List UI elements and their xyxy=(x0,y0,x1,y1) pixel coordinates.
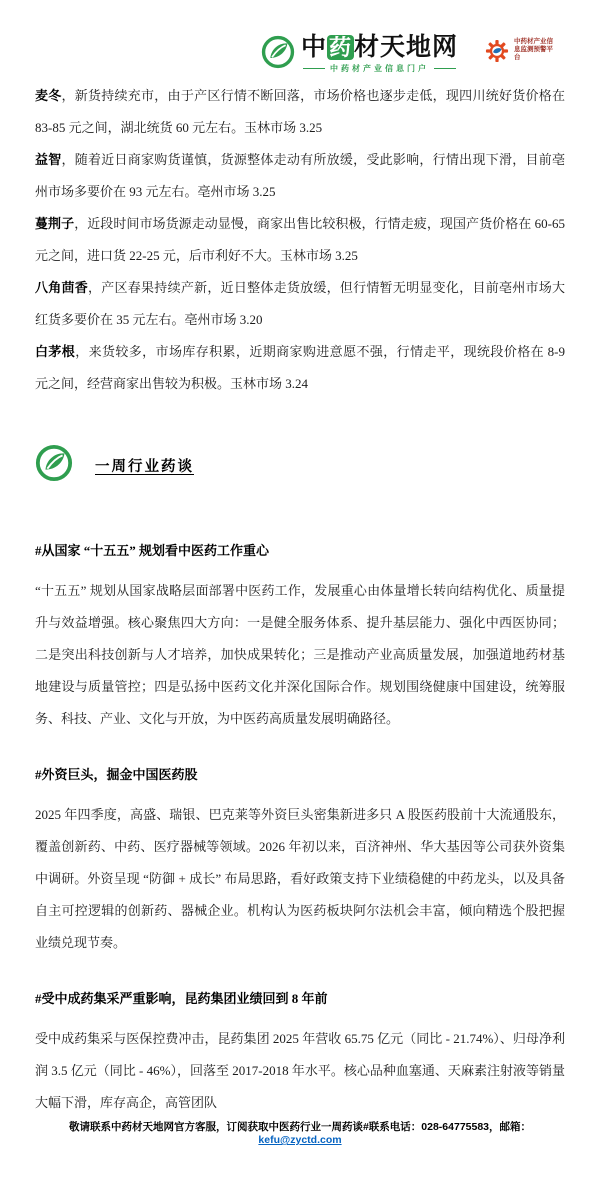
market-item-yizhi xyxy=(35,144,565,208)
article-heading: #外资巨头，掘金中国医药股 xyxy=(35,767,198,782)
herb-text: ，近段时间市场货源走动显慢，商家出售比较积极，行情走疲，现国产货价格在 60-65 元之间，进口货 22-25 元，后市利好不大。玉林市场 3.25 xyxy=(35,216,565,263)
leaf-circle-icon xyxy=(35,444,73,487)
article-body: 2025 年四季度，高盛、瑞银、巴克莱等外资巨头密集新进多只 A 股医药股前十大流通股东，覆盖创新药、中药、医疗器械等领域。2026 年初以来，百济神州、华大基因等公司获外资集中调研。外资呈现 “防御 + 成长” 布局思路，看好政策支持下业绩稳健的中药龙头，以及具备自主可控逻辑的创新药、器械企业。机构认为医药板块阿尔法机会丰富，倾向精选个股把握业绩兑现节奏。 xyxy=(35,807,565,950)
email-link[interactable]: kefu@zyctd.com xyxy=(258,1134,342,1146)
platform-logo-text: 中药材产业信 息监测预警平 台 xyxy=(514,38,553,61)
market-item-maidong xyxy=(35,80,565,144)
section-title: 一周行业药谈 xyxy=(95,459,194,475)
market-report xyxy=(35,80,565,400)
article-body: 受中成药集采与医保控费冲击，昆药集团 2025 年营收 65.75 亿元（同比 - 21.74%）、归母净利润 3.5 亿元（同比 - 46%），回落至 2017-2018 年水平。核心品种血塞通、天麻素注射液等销量大幅下滑，库存高企，高管团队 xyxy=(35,1031,565,1110)
market-item-bajiaohuixiang xyxy=(35,272,565,336)
weekly-talk-section-header xyxy=(35,444,565,487)
article-heading: #从国家 “十五五” 规划看中医药工作重心 xyxy=(35,543,270,558)
page-header xyxy=(35,34,565,74)
site-logo-name: 中药材天地网 xyxy=(300,33,458,61)
herb-text: ，随着近日商家购货谨慎，货源整体走动有所放缓，受此影响，行情出现下滑，目前亳州市场多要价在 93 元左右。亳州市场 3.25 xyxy=(35,152,565,199)
article-kpc-pharma xyxy=(35,959,565,1119)
article-fifteenth-plan xyxy=(35,511,565,735)
contact-footer xyxy=(35,1119,565,1194)
tagline-dash-left xyxy=(303,68,325,69)
article-body: “十五五” 规划从国家战略层面部署中医药工作，发展重心由体量增长转向结构优化、质量提升与效益增强。核心聚焦四大方向：一是健全服务体系、提升基层能力、强化中西医协同；二是突出科技创新与人才培养，加快成果转化；三是推动产业高质量发展，加强道地药材基地建设与质量管控；四是弘扬中医药文化并深化国际合作。规划围绕健康中国建设，统筹服务、科技、产业、文化与开放，为中医药高质量发展明确路径。 xyxy=(35,583,565,726)
market-item-baimaogen xyxy=(35,336,565,400)
herb-name: 八角茴香 xyxy=(35,280,89,295)
herb-name: 益智 xyxy=(35,152,62,167)
footer-text: 敬请联系中药材天地网官方客服，订阅获取中医药行业一周药谈#联系电话：028-64775583，邮箱： xyxy=(68,1121,532,1133)
herb-name: 麦冬 xyxy=(35,88,62,103)
herb-text: ，来货较多，市场库存积累，近期商家购进意愿不强，行情走平，现统段价格在 8-9 元之间，经营商家出售较为积极。玉林市场 3.24 xyxy=(35,344,565,391)
herb-name: 蔓荆子 xyxy=(35,216,75,231)
article-foreign-capital xyxy=(35,735,565,959)
site-logo xyxy=(261,34,458,74)
herb-text: ，新货持续充市，由于产区行情不断回落，市场价格也逐步走低，现四川统好货价格在 83-85 元之间，湖北统货 60 元左右。玉林市场 3.25 xyxy=(35,88,565,135)
herb-name: 白茅根 xyxy=(35,344,76,359)
tagline-dash-right xyxy=(434,68,456,69)
market-item-manjingzi xyxy=(35,208,565,272)
accent-character: 药 xyxy=(328,35,352,60)
platform-logo xyxy=(484,34,553,69)
leaf-circle-icon xyxy=(261,35,295,74)
article-heading: #受中成药集采严重影响，昆药集团业绩回到 8 年前 xyxy=(35,991,328,1006)
site-logo-tagline: 中药材产业信息门户 xyxy=(303,63,456,74)
gear-icon xyxy=(484,38,510,69)
herb-text: ，产区春果持续产新，近日整体走货放缓，但行情暂无明显变化，目前亳州市场大红货多要价在 35 元左右。亳州市场 3.20 xyxy=(35,280,565,327)
